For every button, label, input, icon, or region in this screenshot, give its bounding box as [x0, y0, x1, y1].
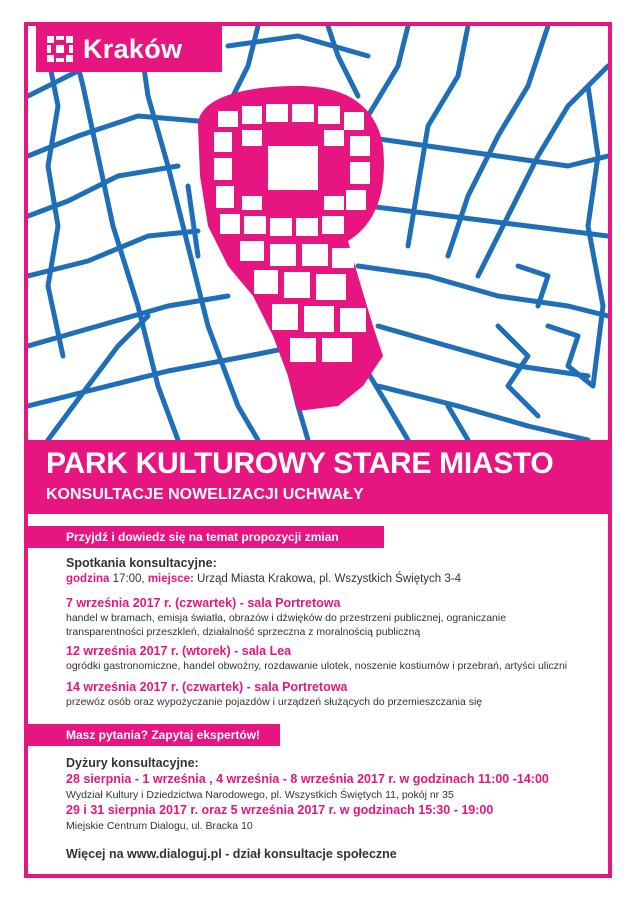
duty-place: Miejskie Centrum Dialogu, ul. Bracka 10 — [66, 820, 253, 832]
meeting-date: 14 września 2017 r. (czwartek) - sala Portretowa — [66, 680, 348, 694]
logo-text: Kraków — [83, 33, 183, 64]
duty-place: Wydział Kultury i Dziedzictwa Narodowego, pl. Wszystkich Świętych 11, pokój nr 35 — [66, 789, 454, 801]
questions-banner: Masz pytania? Zapytaj ekspertów! — [28, 724, 280, 746]
place-label: miejsce: — [147, 573, 194, 585]
meeting-topics: handel w bramach, emisja światła, obrazów i dźwięków do przestrzeni publicznej, ograniczanie — [66, 612, 507, 624]
duty-heading: Dyżury konsultacyjne: — [66, 756, 199, 770]
duty-dates: 29 i 31 sierpnia 2017 r. oraz 5 września 2017 r. w godzinach 15:30 - 19:00 — [66, 803, 494, 817]
place-value: Urząd Miasta Krakowa, pl. Wszystkich Świętych 3-4 — [193, 573, 461, 585]
krakow-logo[interactable] — [36, 26, 222, 72]
time-label: godzina — [66, 573, 110, 585]
time-value: 17:00, — [109, 573, 148, 585]
meeting-topics: ogródki gastronomiczne, handel obwoźny, rozdawanie ulotek, noszenie kostiumów i przebrań, artyści uliczni — [66, 660, 568, 672]
meeting-topics: przewóz osób oraz wypożyczanie pojazdów i urządzeń służących do przemieszczania się — [66, 696, 483, 708]
meeting-time-place — [66, 573, 461, 585]
meeting-date: 12 września 2017 r. (wtorek) - sala Lea — [66, 644, 292, 658]
meetings-heading: Spotkania konsultacyjne: — [66, 556, 217, 570]
old-town-street-map — [28, 26, 608, 440]
page-title: PARK KULTUROWY STARE MIASTO — [46, 447, 554, 480]
duty-dates: 28 sierpnia - 1 września , 4 września - 8 września 2017 r. w godzinach 11:00 -14:00 — [66, 772, 549, 786]
krakow-logo-icon — [47, 36, 73, 62]
info-banner: Przyjdź i dowiedz się na temat propozycji zmian — [28, 526, 384, 548]
title-band — [28, 440, 608, 514]
more-info-link[interactable]: Więcej na www.dialoguj.pl - dział konsultacje społeczne — [66, 847, 397, 861]
meeting-topics: transparentności przeszkleń, działalność sprzeczna z moralnością publiczną — [66, 626, 421, 638]
page-subtitle: KONSULTACJE NOWELIZACJI UCHWAŁY — [46, 486, 364, 503]
meeting-date: 7 września 2017 r. (czwartek) - sala Portretowa — [66, 596, 341, 610]
